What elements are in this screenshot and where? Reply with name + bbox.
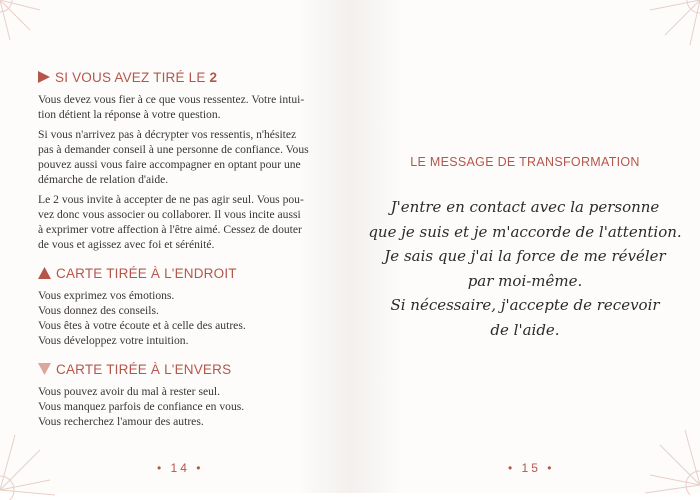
message-heading: LE MESSAGE DE TRANSFORMATION (410, 155, 640, 169)
sun-ornament-icon (0, 430, 60, 500)
section-heading-reversed: CARTE TIRÉE À L'ENVERS (38, 362, 231, 377)
section2-body: Vous exprimez vos émotions. Vous donnez des conseils. Vous êtes à votre écoute et à celle des autres. Vous développez votre intuition. (38, 289, 246, 347)
section-heading-if-drawn: SI VOUS AVEZ TIRÉ LE 2 (38, 70, 217, 85)
page-number: • 15 • (508, 461, 555, 475)
sun-ornament-icon (0, 0, 50, 50)
section1-body: Vous devez vous fier à ce que vous ressentez. Votre intui- tion détient la réponse à votre question. Si vous n'arrivez pas à décrypter vos ressentis, n'hésitez pas à demander conseil à une personne de confiance. Vous pouvez aussi vous faire accompagner en optant pour une démarche de relation d'aide. Le 2 vous invite à accepter de ne pas agir seul. Vous pou- vez donc vous associer ou collaborer. Il vous incite aussi à exprimer votre affection à l'être aimé. Cessez de douter de vous et agissez avec foi et sérénité. (38, 93, 309, 251)
right-page (350, 0, 700, 493)
section-heading-upright: CARTE TIRÉE À L'ENDROIT (38, 266, 237, 281)
section3-body: Vous pouvez avoir du mal à rester seul. Vous manquez parfois de confiance en vous. Vous recherchez l'amour des autres. (38, 385, 245, 428)
play-triangle-icon (38, 71, 50, 83)
sun-ornament-icon (645, 0, 700, 55)
down-triangle-icon (38, 363, 51, 375)
left-page (0, 0, 350, 493)
up-triangle-icon (38, 267, 51, 279)
sun-ornament-icon (640, 425, 700, 495)
transformation-message: J'entre en contact avec la personne que je suis et je m'accorde de l'attention. Je sais que j'ai la force de me révéler par moi-même. Si nécessaire, j'accepte de recevoir de l'aide. (368, 198, 682, 339)
page-number: • 14 • (157, 461, 204, 475)
